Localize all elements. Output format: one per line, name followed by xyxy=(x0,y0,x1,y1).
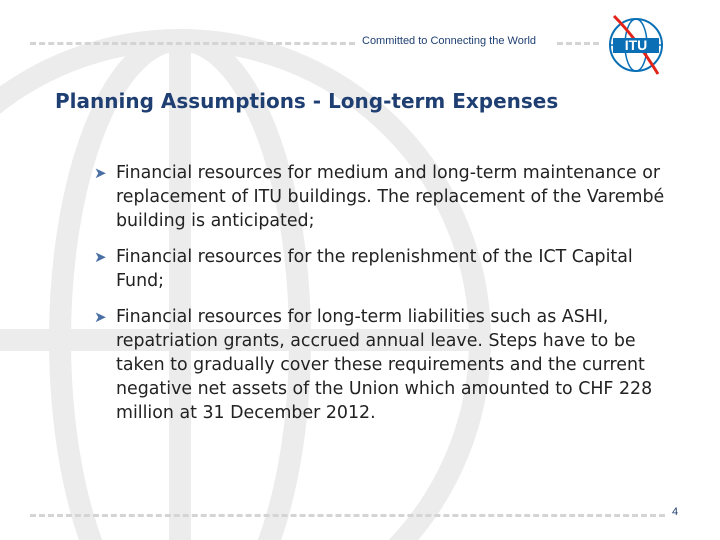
bullet-item xyxy=(94,245,674,293)
bullet-item xyxy=(94,161,674,233)
bullet-text: Financial resources for the replenishment of the ICT Capital Fund; xyxy=(116,247,633,291)
arrow-bullet-icon: ➤ xyxy=(94,308,107,326)
arrow-bullet-icon: ➤ xyxy=(94,164,107,182)
header-divider-right xyxy=(557,42,599,45)
arrow-bullet-icon: ➤ xyxy=(94,248,107,266)
svg-text:ITU: ITU xyxy=(624,37,648,53)
slide-title: Planning Assumptions - Long-term Expenses xyxy=(55,89,559,113)
bullet-item xyxy=(94,305,674,425)
bullet-text: Financial resources for long-term liabilities such as ASHI, repatriation grants, accrued annual leave. Steps have to be taken to gradually cover these requirements and the current negative net assets of the Union which amounted to CHF 228 million at 31 December 2012. xyxy=(116,307,653,423)
itu-logo-icon xyxy=(600,8,672,80)
bullet-text: Financial resources for medium and long-term maintenance or replacement of ITU buildings. The replacement of the Varembé building is anticipated; xyxy=(116,163,665,231)
header-tagline: Committed to Connecting the World xyxy=(362,35,537,47)
bullet-list xyxy=(94,161,674,437)
header-divider-left xyxy=(30,42,355,45)
page-number: 4 xyxy=(672,506,679,518)
footer-divider xyxy=(30,514,665,517)
